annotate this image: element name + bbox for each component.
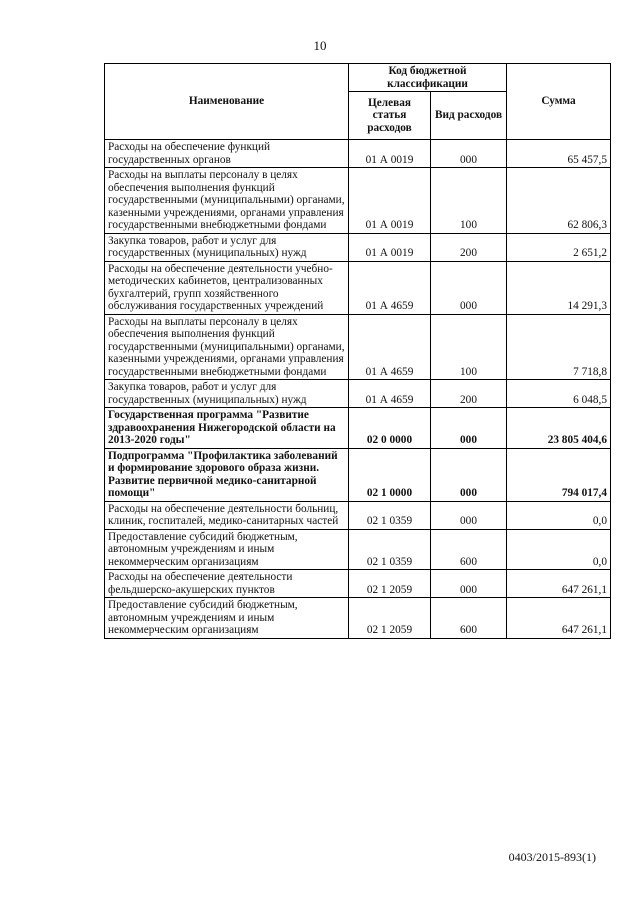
- row-expense-type: 000: [431, 570, 507, 598]
- row-target-code: 01 А 0019: [349, 168, 431, 234]
- table-body: [105, 140, 611, 639]
- header-sum: Сумма: [507, 64, 611, 140]
- row-sum: 6 048,5: [507, 380, 611, 408]
- document-code: 0403/2015-893(1): [508, 850, 596, 864]
- table-row: [105, 233, 611, 261]
- row-target-code: 02 1 0359: [349, 501, 431, 529]
- row-target-code: 01 А 0019: [349, 140, 431, 168]
- row-sum: 2 651,2: [507, 233, 611, 261]
- row-target-code: 01 А 4659: [349, 314, 431, 380]
- row-sum: 62 806,3: [507, 168, 611, 234]
- row-name: Расходы на обеспечение деятельности фельдшерско-акушерских пунктов: [105, 570, 349, 598]
- row-name: Расходы на выплаты персоналу в целях обеспечения выполнения функций государственными (муниципальными) органами, казенными учреждениями, органами управления государственными внебюджетными фондами: [105, 168, 349, 234]
- table-row: [105, 380, 611, 408]
- row-sum: 0,0: [507, 529, 611, 570]
- page-number: 10: [313, 38, 327, 53]
- row-target-code: 01 А 4659: [349, 261, 431, 314]
- row-target-code: 02 1 2059: [349, 598, 431, 639]
- header-name: Наименование: [105, 64, 349, 140]
- table-row: [105, 408, 611, 449]
- row-expense-type: 200: [431, 233, 507, 261]
- row-name: Расходы на выплаты персоналу в целях обеспечения выполнения функций государственными (муниципальными) органами, казенными учреждениями, органами управления государственными внебюджетными фондами: [105, 314, 349, 380]
- row-name: Расходы на обеспечение деятельности учебно-методических кабинетов, централизованных бухгалтерий, групп хозяйственного обслуживания государственных учреждений: [105, 261, 349, 314]
- row-name: Предоставление субсидий бюджетным, автономным учреждениям и иным некоммерческим организациям: [105, 598, 349, 639]
- table-row: [105, 529, 611, 570]
- row-sum: 647 261,1: [507, 598, 611, 639]
- row-expense-type: 000: [431, 408, 507, 449]
- table-row: [105, 261, 611, 314]
- row-name: Закупка товаров, работ и услуг для государственных (муниципальных) нужд: [105, 233, 349, 261]
- row-expense-type: 000: [431, 261, 507, 314]
- row-name: Подпрограмма "Профилактика заболеваний и формирование здорового образа жизни. Развитие первичной медико-санитарной помощи": [105, 448, 349, 501]
- row-target-code: 02 1 0000: [349, 448, 431, 501]
- row-expense-type: 200: [431, 380, 507, 408]
- row-expense-type: 600: [431, 529, 507, 570]
- row-sum: 14 291,3: [507, 261, 611, 314]
- row-expense-type: 000: [431, 501, 507, 529]
- row-target-code: 02 0 0000: [349, 408, 431, 449]
- header-target: Целевая статья расходов: [349, 92, 431, 140]
- row-sum: 7 718,8: [507, 314, 611, 380]
- row-name: Расходы на обеспечение деятельности больниц, клиник, госпиталей, медико-санитарных частей: [105, 501, 349, 529]
- header-type: Вид расходов: [431, 92, 507, 140]
- row-name: Закупка товаров, работ и услуг для государственных (муниципальных) нужд: [105, 380, 349, 408]
- table-row: [105, 598, 611, 639]
- table-row: [105, 570, 611, 598]
- row-expense-type: 000: [431, 140, 507, 168]
- row-sum: 23 805 404,6: [507, 408, 611, 449]
- row-expense-type: 100: [431, 168, 507, 234]
- row-expense-type: 100: [431, 314, 507, 380]
- budget-table: [104, 63, 611, 639]
- row-target-code: 01 А 4659: [349, 380, 431, 408]
- table-row: [105, 314, 611, 380]
- row-name: Государственная программа "Развитие здравоохранения Нижегородской области на 2013-2020 годы": [105, 408, 349, 449]
- row-sum: 794 017,4: [507, 448, 611, 501]
- row-expense-type: 600: [431, 598, 507, 639]
- row-sum: 647 261,1: [507, 570, 611, 598]
- table-row: [105, 168, 611, 234]
- row-target-code: 02 1 2059: [349, 570, 431, 598]
- row-sum: 0,0: [507, 501, 611, 529]
- row-expense-type: 000: [431, 448, 507, 501]
- header-code-group: Код бюджетной классификации: [349, 64, 507, 92]
- row-sum: 65 457,5: [507, 140, 611, 168]
- row-target-code: 01 А 0019: [349, 233, 431, 261]
- table-row: [105, 501, 611, 529]
- table-row: [105, 448, 611, 501]
- table-row: [105, 140, 611, 168]
- row-target-code: 02 1 0359: [349, 529, 431, 570]
- row-name: Предоставление субсидий бюджетным, автономным учреждениям и иным некоммерческим организациям: [105, 529, 349, 570]
- row-name: Расходы на обеспечение функций государственных органов: [105, 140, 349, 168]
